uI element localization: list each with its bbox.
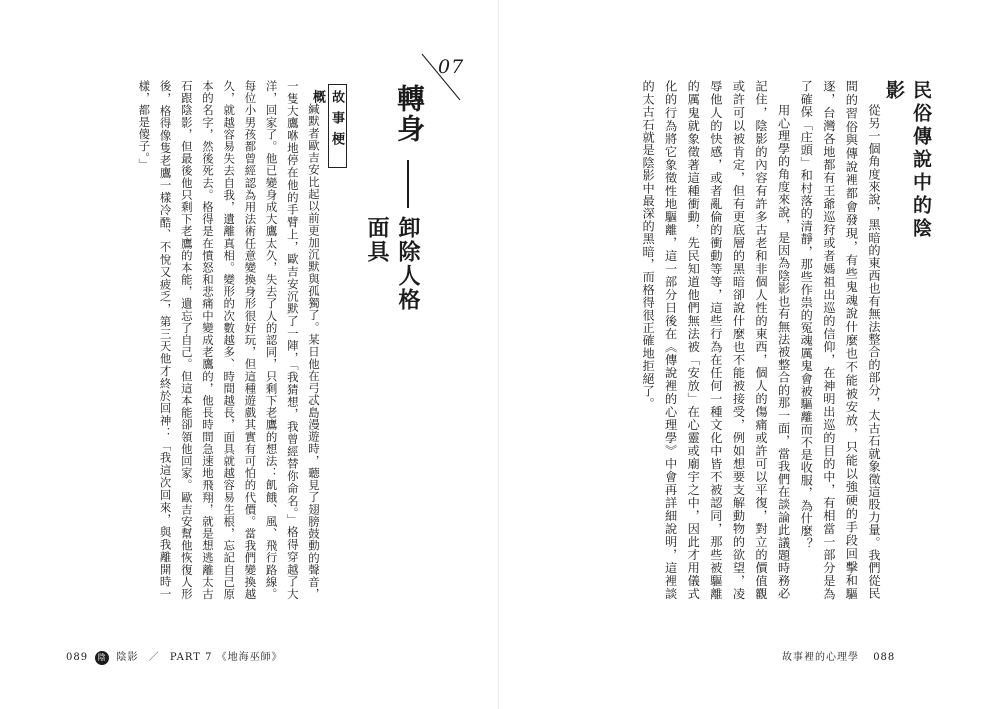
chapter-title: 轉身 [393, 84, 426, 144]
chapter-number: 07 [438, 56, 465, 78]
story-label: 故事梗概 [310, 90, 344, 153]
left-footer [66, 648, 283, 665]
footer-separator: ／ [148, 652, 160, 663]
footer-part-title: 《地海巫師》 [216, 652, 283, 663]
body-paragraph-2: 用心理學的角度來說，是因為陰影也有無法被整合的那一面，當我們在談論此議題時務必記住，陰影的內容有許多古老和非個人性的東西，個人的傷痛或許可以平復，對立的價值觀或許可以被肯定，但有更底層的黑暗卻說什麼也不能被接受，例如想要支解動物的欲望，凌辱他人的快感，或者亂倫的衝動等等，這些行為在任何一種文化中皆不被認同，那些被驅離的厲鬼就象徵著這種衝動，先民知道他們無法被「安放」在心靈或廟宇之中，因此才用儀式化的行為將它象徵性地驅離，這一部分日後在《傳說裡的心理學》中會再詳細說明，這裡談的太古石就是陰影中最深的黑暗，而格得很正確地拒絕了。 [641, 80, 791, 600]
story-summary [104, 80, 324, 600]
story-paragraph: 緘默者歐吉安比起以前更加沉默與孤獨了。某日他在弓忒島漫遊時，聽見了翅膀鼓動的聲音，一隻大鷹咻地停在他的手臂上，歐吉安沉默了一陣，「我猜想，我曾經替你命名。」格得穿越了大洋，回家了。他已變身成大鷹太久，失去了人的認同，只剩下老鷹的想法：飢餓、風、飛行路線。每位小男孩都曾經認為用法術任意變換身形很好玩，但這種遊戲其實有可怕的代價。當我們變換越久，就越容易失去自我，遺離真相。變形的次數越多、時間越長，面具就越容易生根，忘記自己原本的名字，然後死去。格得是在憤怒和悲痛中變成老鷹的，他長時間急速地飛翔，就是想逃離太古石跟陰影，但最後他只剩下老鷹的本能，遺忘了自己。但這本能卻領他回家。歐吉安幫他恢復人形後，格得像隻老鷹一樣冷酷、不悅又疲乏，第三天他才終於回神：「我這次回來，與我離開時一樣，都是傻子。」 [137, 80, 321, 600]
chapter-badge-icon: 陰 [95, 651, 109, 665]
footer-book-title: 故事裡的心理學 [782, 652, 859, 663]
footer-part: PART 7 [169, 652, 213, 663]
chapter-subtitle: 卸除人格面具 [364, 216, 421, 312]
right-footer [782, 648, 895, 663]
left-page [0, 0, 499, 709]
right-page [499, 0, 999, 709]
right-page-number: 088 [873, 652, 896, 663]
footer-topic: 陰影 [116, 652, 139, 663]
body-text [615, 80, 885, 600]
left-page-number: 089 [66, 652, 89, 663]
chapter-title-dash [407, 160, 409, 208]
body-paragraph-1: 從另一個角度來說，黑暗的東西也有無法整合的部分，太古石就象徵這股力量。我們從民間的習俗與傳說裡都會發現，有些鬼魂說什麼也不能被安放，只能以強硬的手段回擊和驅逐，台灣各地都有王爺巡狩或者媽祖出巡的信仰，在神明出巡的目的中，有相當一部分是為了確保「庄頭」和村落的清靜，那些作祟的冤魂厲鬼會被驅離而不是收服，為什麼？ [799, 80, 881, 600]
section-heading: 民俗傳說中的陰影 [883, 80, 932, 241]
